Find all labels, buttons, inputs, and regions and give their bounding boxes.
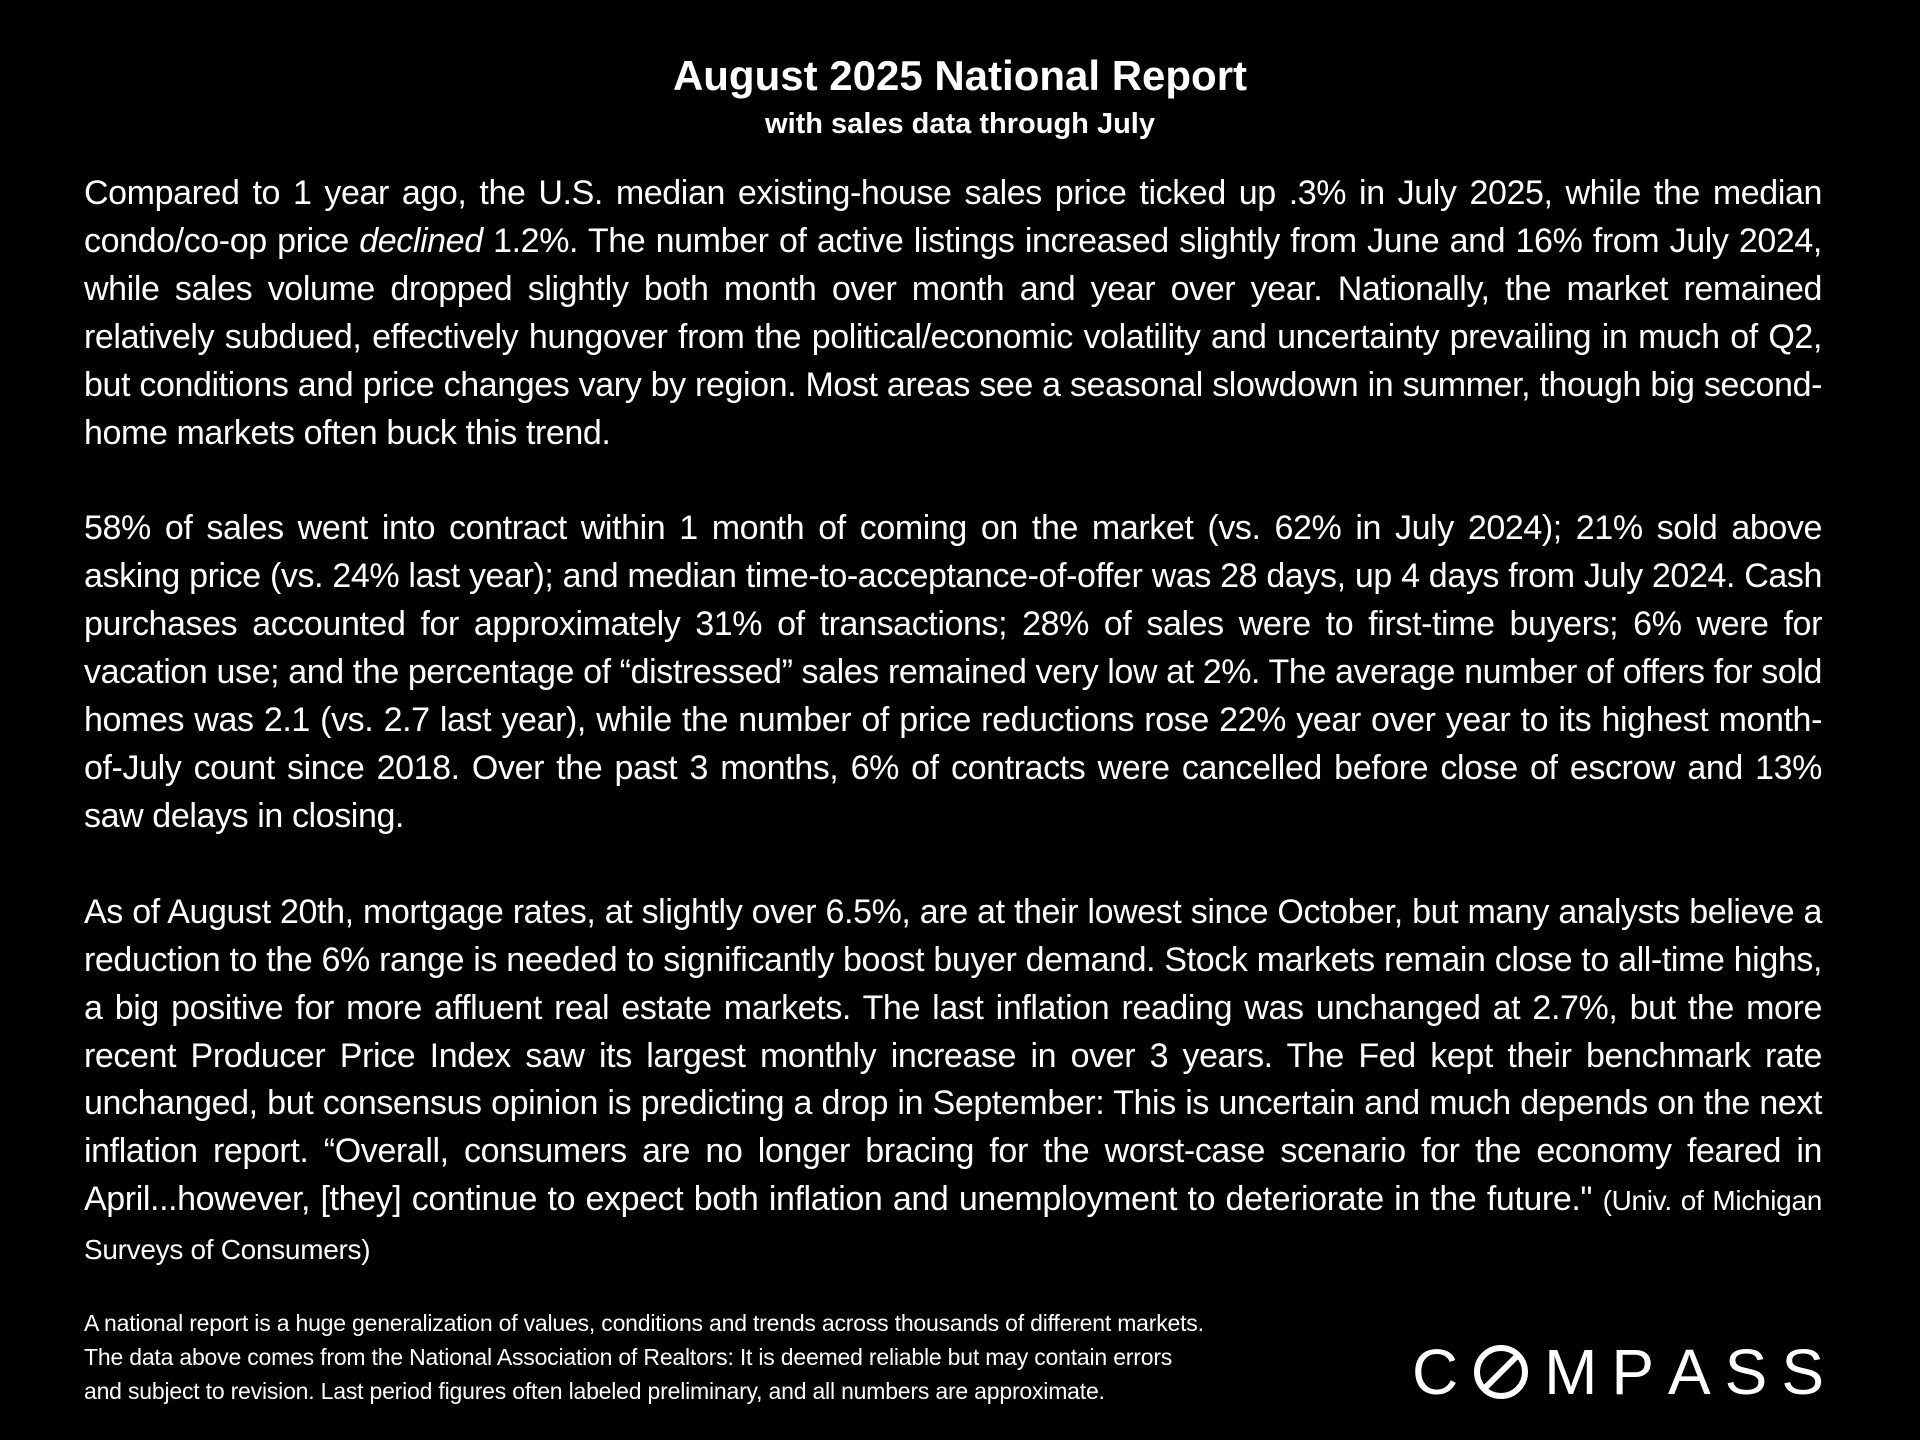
logo-letter-p: P bbox=[1611, 1336, 1655, 1408]
logo-letter-c: C bbox=[1412, 1336, 1459, 1408]
logo-o-slash-icon bbox=[1472, 1343, 1530, 1401]
compass-logo bbox=[1412, 1336, 1824, 1408]
page-title: August 2025 National Report bbox=[672, 52, 1248, 99]
disclaimer-line-2: The data above comes from the National Association of Realtors: It is deemed reliable but may contain errors bbox=[84, 1344, 1173, 1370]
paragraph-market-summary-text-1: Compared to 1 year ago, the U.S. median existing-house sales price ticked up .3% in July 2025, while the median condo/co-op price bbox=[84, 174, 1822, 260]
report-body bbox=[84, 170, 1822, 1274]
emphasis-declined: declined bbox=[359, 221, 483, 260]
disclaimer-line-1: A national report is a huge generalization of values, conditions and trends across thousands of different markets. bbox=[84, 1310, 1204, 1336]
page-subtitle: with sales data through July bbox=[765, 108, 1155, 140]
logo-letter-a: A bbox=[1668, 1336, 1711, 1408]
paragraph-market-summary bbox=[84, 170, 1822, 457]
disclaimer bbox=[84, 1306, 1384, 1408]
logo-letter-o bbox=[1472, 1343, 1530, 1401]
logo-letter-m: M bbox=[1544, 1336, 1598, 1408]
paragraph-economy bbox=[84, 889, 1822, 1274]
quote-source: (Univ. of Michigan Surveys of Consumers) bbox=[84, 1185, 1823, 1266]
paragraph-sales-stats: 58% of sales went into contract within 1 month of coming on the market (vs. 62% in July 2024); 21% sold above asking price (vs. 24% last year); and median time-to-acceptance-of-offer was 28 days, up 4 days from July 2024. Cash purchases accounted for approximately 31% of transactions; 28% of sales were to first-time buyers; 6% were for vacation use; and the percentage of “distressed” sales remained very low at 2%. The average number of offers for sold homes was 2.1 (vs. 2.7 last year), while the number of price reductions rose 22% year over year to its highest month-of-July count since 2018. Over the past 3 months, 6% of contracts were cancelled before close of escrow and 13% saw delays in closing. bbox=[84, 509, 1822, 835]
paragraph-economy-text: As of August 20th, mortgage rates, at slightly over 6.5%, are at their lowest since October, but many analysts believe a reduction to the 6% range is needed to significantly boost buyer demand. Stock markets remain close to all-time highs, a big positive for more affluent real estate markets. The last inflation reading was unchanged at 2.7%, but the more recent Producer Price Index saw its largest monthly increase in over 3 years. The Fed kept their benchmark rate unchanged, but consensus opinion is predicting a drop in September: This is uncertain and much depends on the next inflation report. “Overall, consumers are no longer bracing for the worst-case scenario for the economy feared in April...however, [they] continue to expect both inflation and unemployment to deteriorate in the future." bbox=[84, 892, 1822, 1219]
logo-letter-s1: S bbox=[1724, 1336, 1768, 1408]
logo-letter-s2: S bbox=[1781, 1336, 1824, 1408]
disclaimer-line-3: and subject to revision. Last period figures often labeled preliminary, and all numbers are approximate. bbox=[84, 1378, 1105, 1404]
paragraph-market-summary-text-2: 1.2%. The number of active listings increased slightly from June and 16% from July 2024, while sales volume dropped slightly both month over month and year over year. Nationally, the market remained relatively subdued, effectively hungover from the political/economic volatility and uncertainty prevailing in much of Q2, but conditions and price changes vary by region. Most areas see a seasonal slowdown in summer, though big second-home markets often buck this trend. bbox=[84, 221, 1822, 452]
